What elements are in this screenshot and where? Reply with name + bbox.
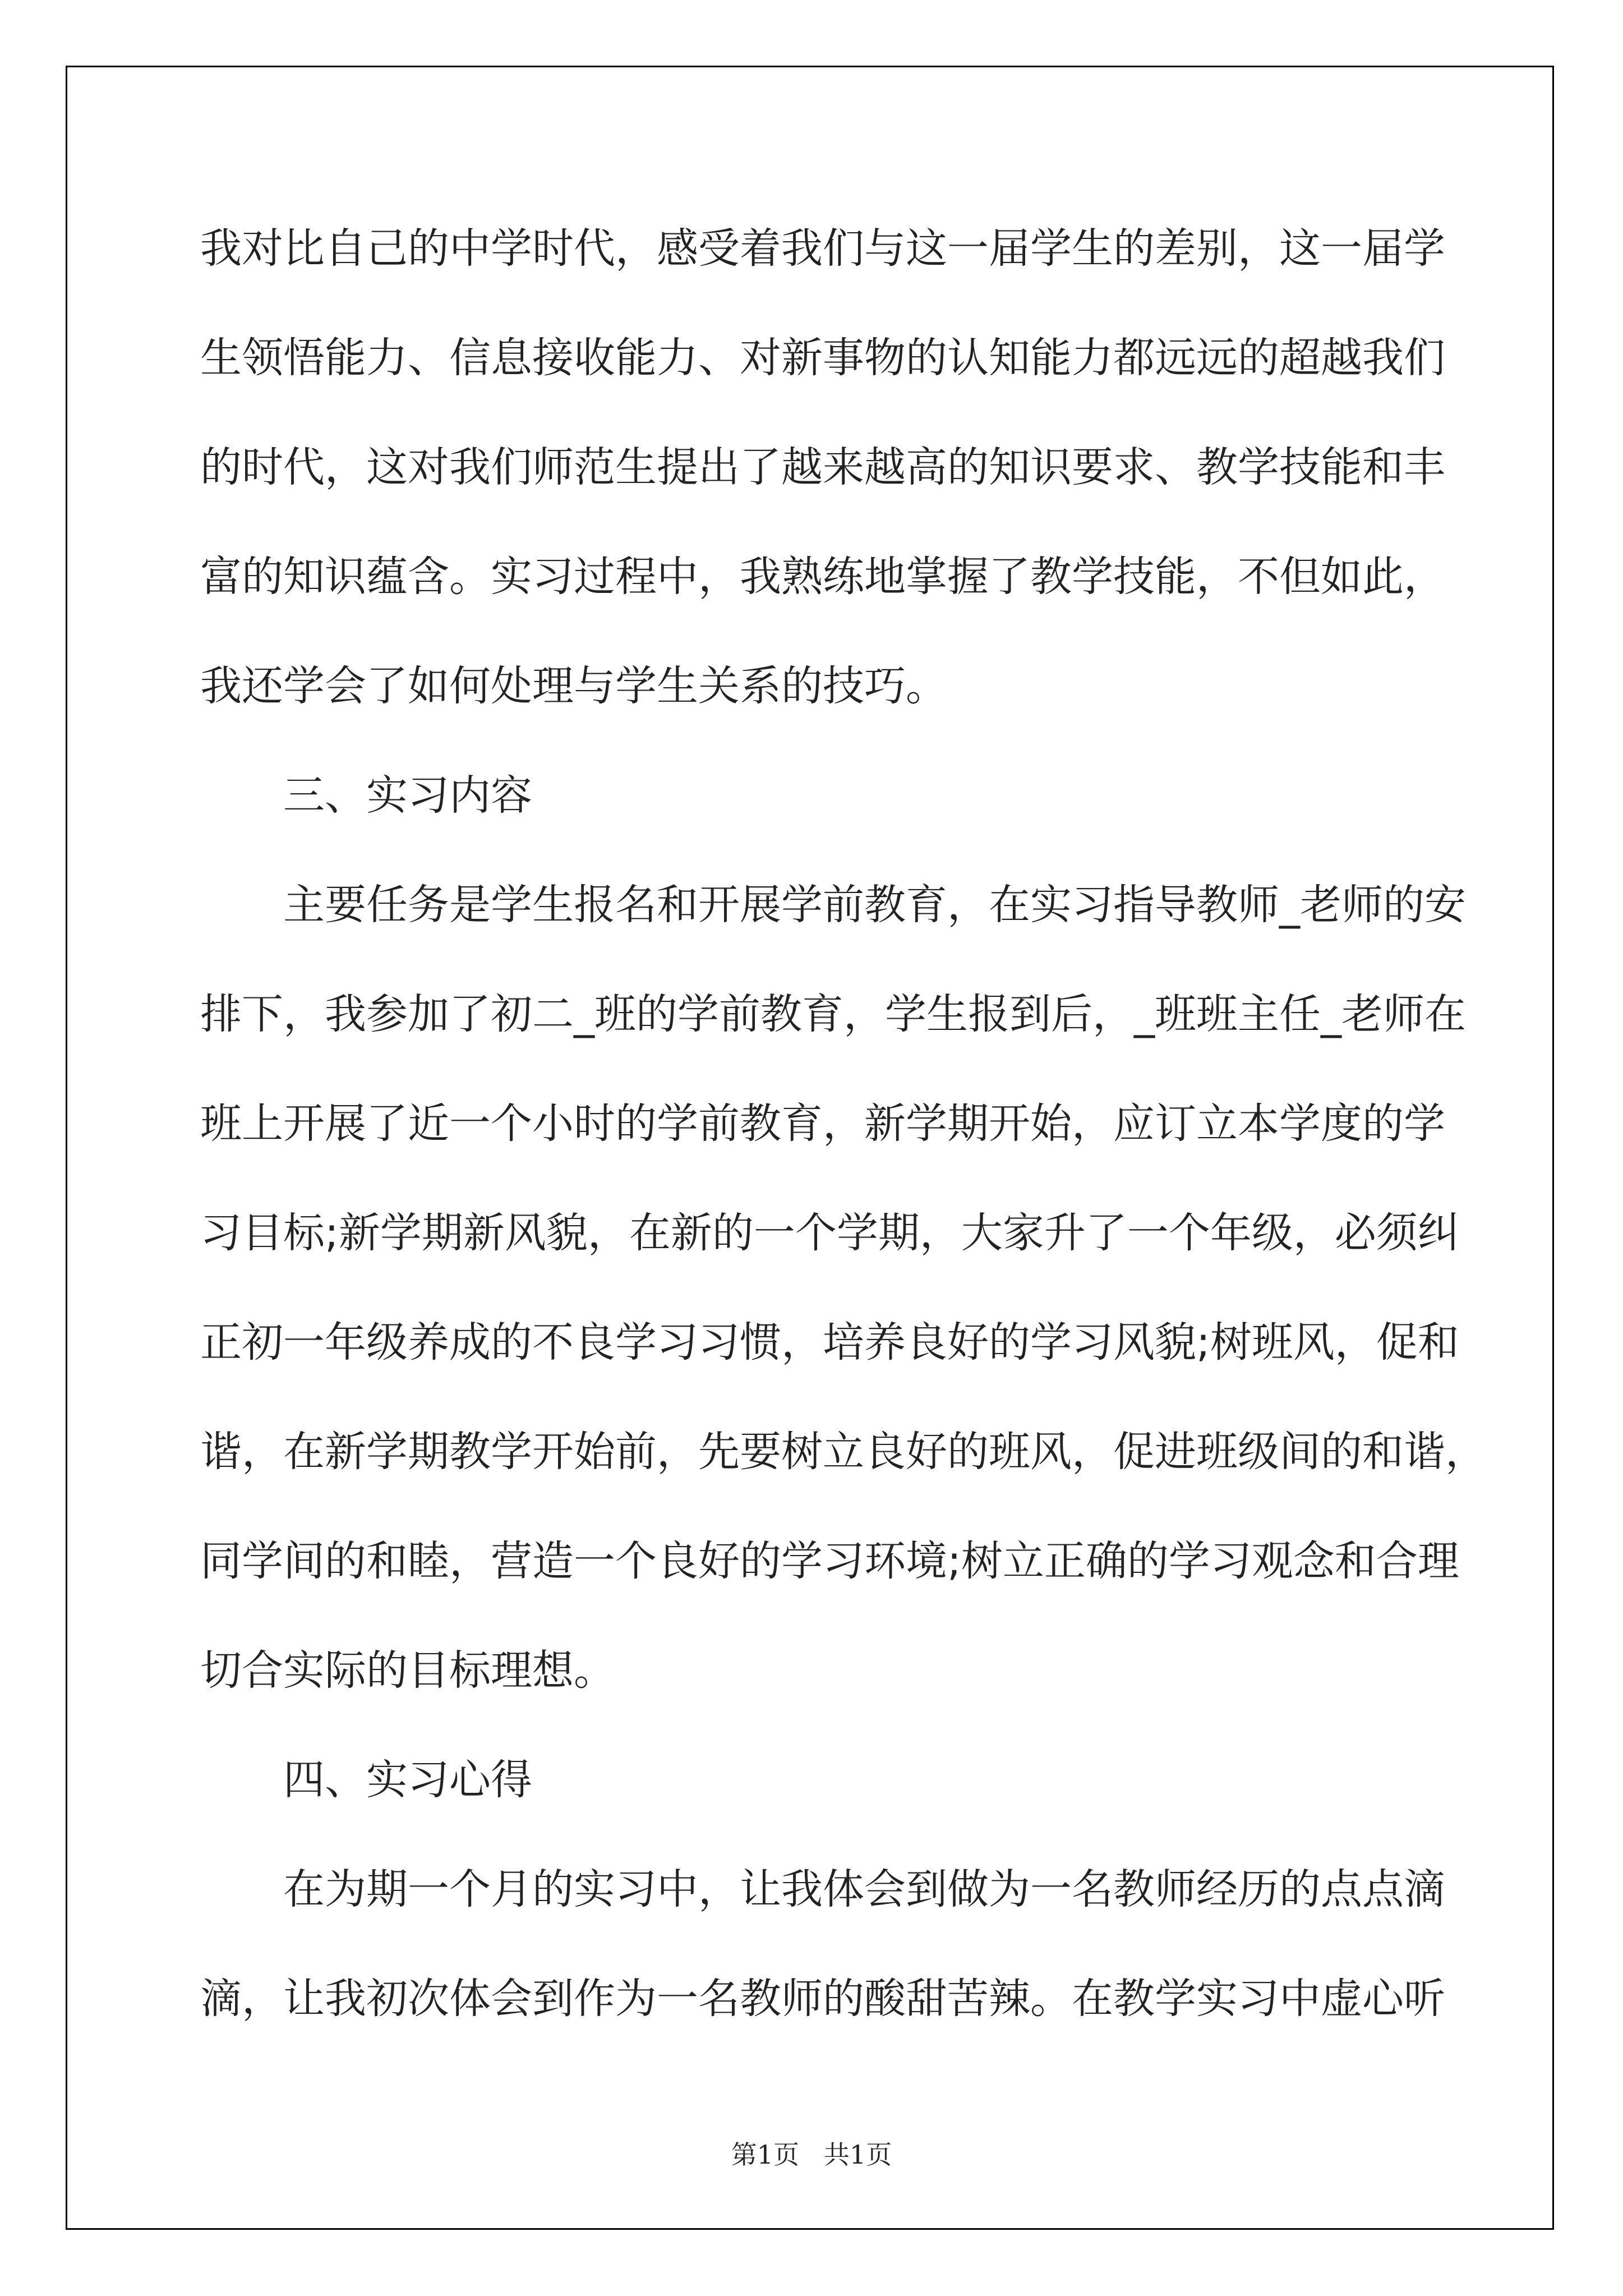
paragraph-line: 切合实际的目标理想。 bbox=[200, 1646, 615, 1695]
paragraph-line: 主要任务是学生报名和开展学前教育，在实习指导教师_老师的安 bbox=[283, 881, 1466, 929]
paragraph-line: 正初一年级养成的不良学习习惯，培养良好的学习风貌;树班风，促和 bbox=[200, 1318, 1459, 1366]
paragraph-line: 谐，在新学期教学开始前，先要树立良好的班风，促进班级间的和谐， bbox=[200, 1428, 1487, 1476]
paragraph-line: 生领悟能力、信息接收能力、对新事物的认知能力都远远的超越我们 bbox=[200, 334, 1445, 382]
paragraph-line: 我对比自己的中学时代，感受着我们与这一届学生的差别，这一届学 bbox=[200, 224, 1445, 273]
paragraph-line: 富的知识蕴含。实习过程中，我熟练地掌握了教学技能，不但如此， bbox=[200, 553, 1445, 601]
paragraph-line: 习目标;新学期新风貌，在新的一个学期，大家升了一个年级，必须纠 bbox=[200, 1209, 1459, 1257]
paragraph-line: 的时代，这对我们师范生提出了越来越高的知识要求、教学技能和丰 bbox=[200, 443, 1445, 491]
document-body bbox=[200, 206, 1487, 2066]
paragraph-line: 班上开展了近一个小时的学前教育，新学期开始，应订立本学度的学 bbox=[200, 1099, 1445, 1148]
page-footer: 第1页 共1页 bbox=[731, 2139, 892, 2170]
paragraph-line: 在为期一个月的实习中，让我体会到做为一名教师经历的点点滴 bbox=[283, 1865, 1445, 1913]
paragraph-line: 滴，让我初次体会到作为一名教师的酸甜苦辣。在教学实习中虚心听 bbox=[200, 1975, 1445, 2023]
paragraph-line: 我还学会了如何处理与学生关系的技巧。 bbox=[200, 662, 947, 710]
section-heading: 三、实习内容 bbox=[283, 771, 532, 820]
paragraph-line: 同学间的和睦，营造一个良好的学习环境;树立正确的学习观念和合理 bbox=[200, 1537, 1459, 1585]
section-heading: 四、实习心得 bbox=[283, 1756, 532, 1804]
paragraph-line: 排下，我参加了初二_班的学前教育，学生报到后，_班班主任_老师在 bbox=[200, 990, 1466, 1038]
